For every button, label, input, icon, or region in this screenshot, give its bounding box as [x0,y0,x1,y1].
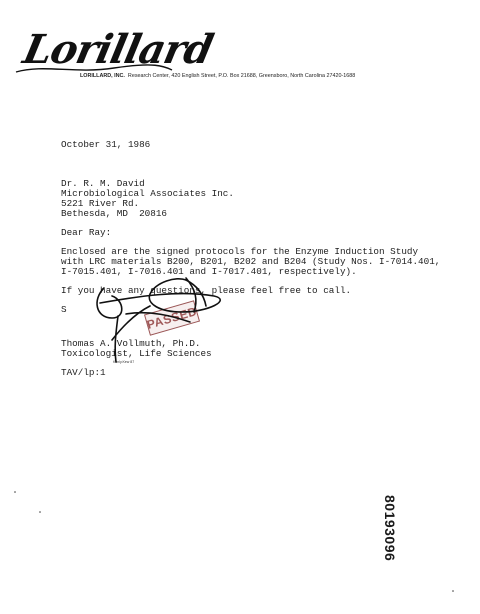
letter-date: October 31, 1986 [61,139,151,150]
letterhead-address [80,73,355,80]
signer-title: Toxicologist, Life Sciences [61,348,212,359]
scan-speck [452,590,454,592]
passed-stamp: PASSED [144,300,200,335]
closing-initial: S [61,304,67,315]
body-line: Enclosed are the signed protocols for the Enzyme Induction Study [61,246,419,257]
company-name: LORILLARD, INC. [80,73,125,79]
signer-name: Thomas A. Vollmuth, Ph.D. [61,338,201,349]
body-line: with LRC materials B200, B201, B202 and B204 (Study Nos. I-7014.401, [61,256,441,267]
small-note: Kenly.Kew 87 [113,360,135,364]
salutation: Dear Ray: [61,227,112,238]
recipient-street: 5221 River Rd. [61,198,140,209]
scan-speck [39,511,41,513]
body-line: I-7015.401, I-7016.401 and I-7017.401, respectively). [61,266,357,277]
recipient-name: Dr. R. M. David [61,178,145,189]
company-logo: Lorillard [19,26,217,73]
bates-number: 80193096 [382,495,398,562]
scan-speck [14,491,16,493]
recipient-organization: Microbiological Associates Inc. [61,188,234,199]
recipient-city: Bethesda, MD 20816 [61,208,168,219]
closing-line: If you have any questions, please feel free to call. [61,285,352,296]
company-address: Research Center, 420 English Street, P.O. Box 21688, Greensboro, North Carolina 27420-1688 [127,73,356,79]
reference-initials: TAV/lp:1 [61,367,106,378]
